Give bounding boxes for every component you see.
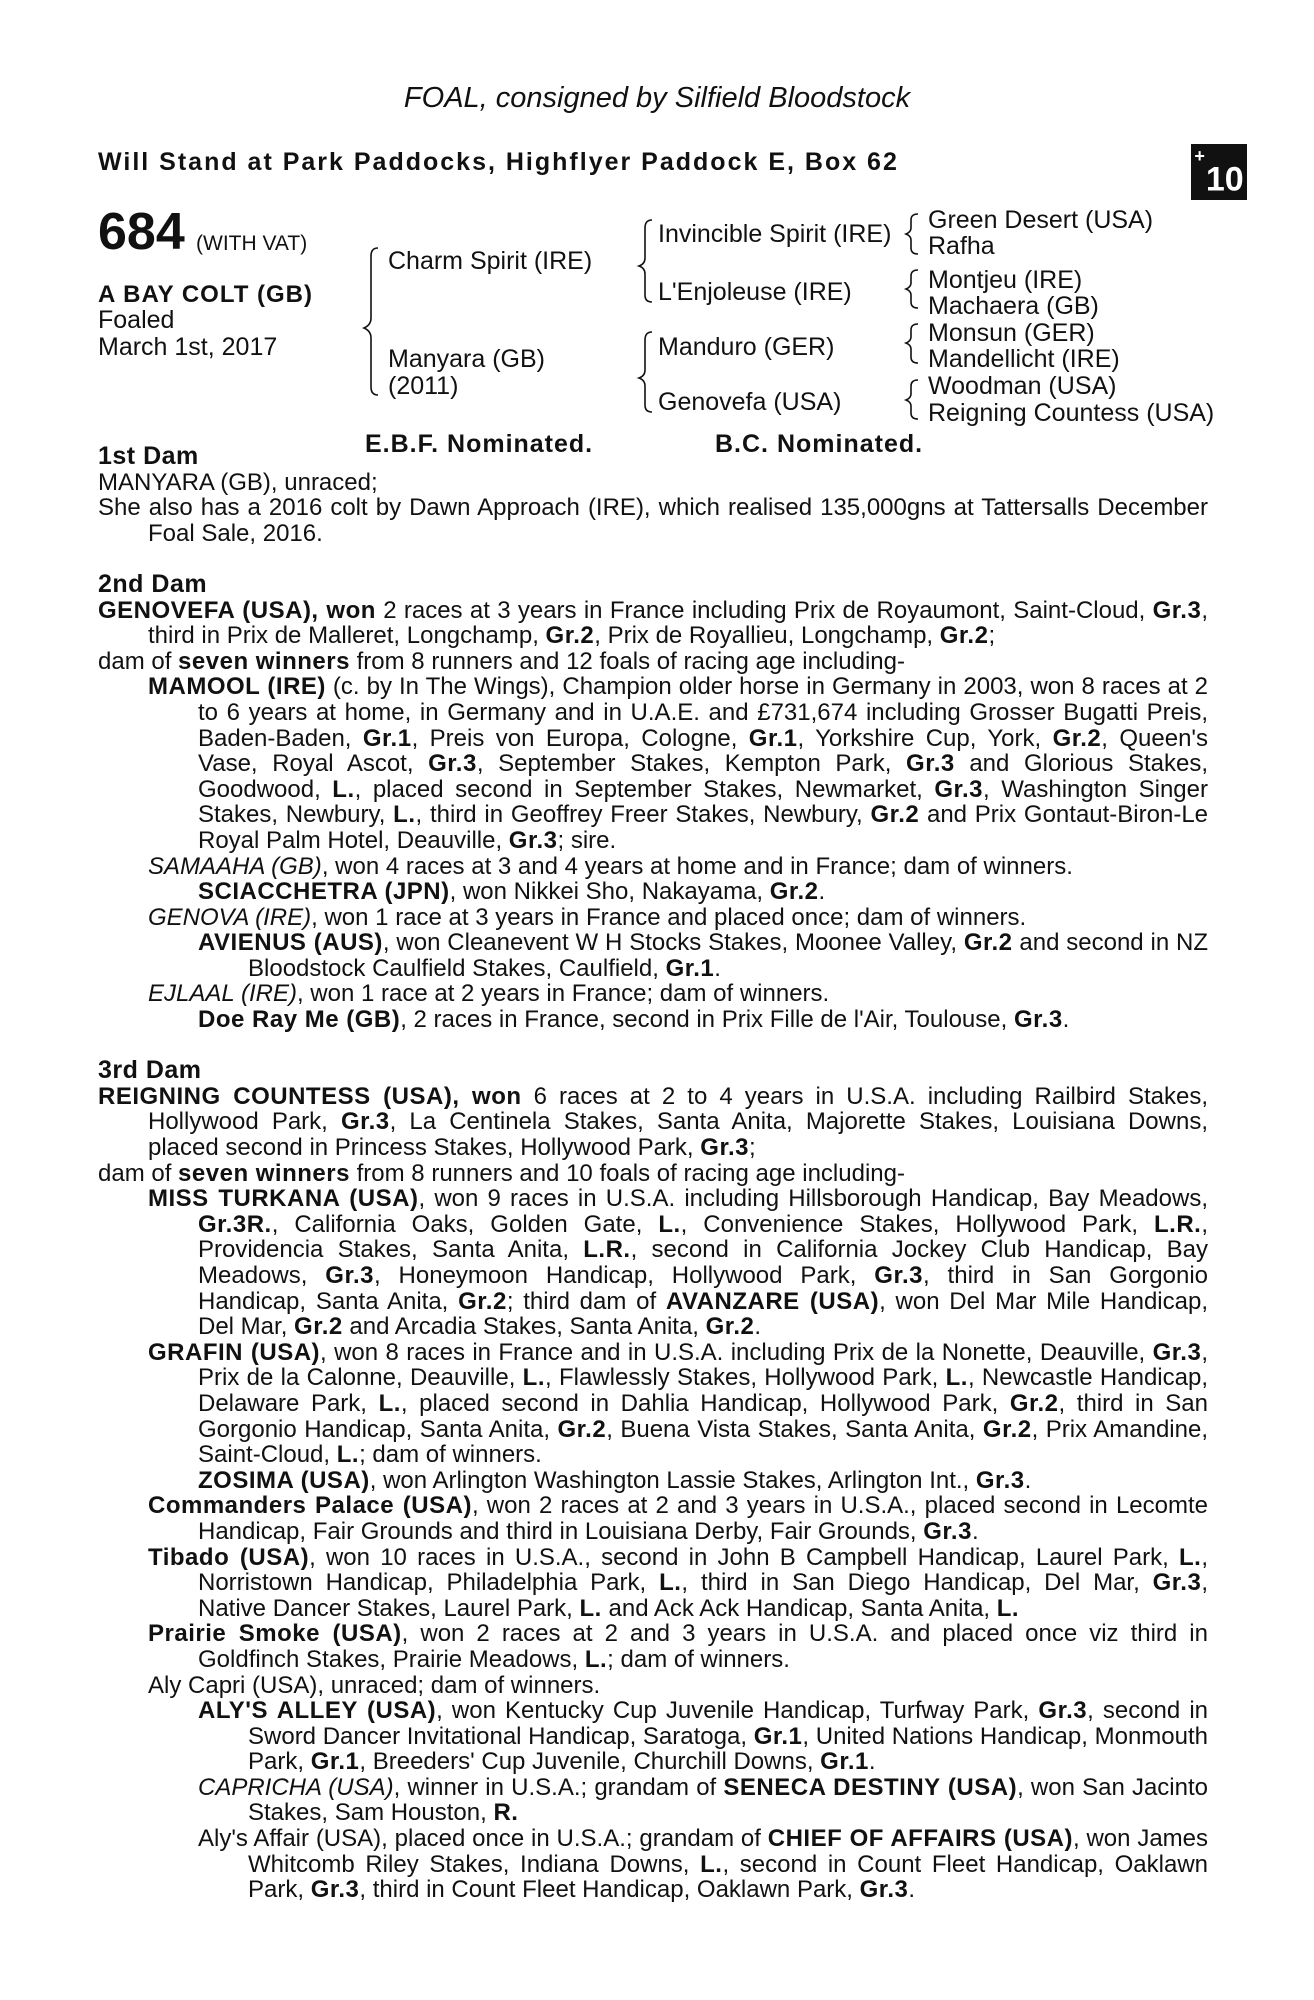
ebf-nominated: E.B.F. Nominated.: [365, 430, 594, 458]
miss-turkana-entry: MISS TURKANA (USA), won 9 races in U.S.A. including Hillsborough Handicap, Bay Meadows, Gr.3R., California Oaks, Golden Gate, L., Convenience Stakes, Hollywood Park, L.R., Providencia Stakes, Santa Anita, L.R., second in California Jockey Club Handicap, Bay Meadows, Gr.3, Honeymoon Handicap, Hollywood Park, Gr.3, third in San Gorgonio Handicap, Santa Anita, Gr.2; third dam of AVANZARE (USA), won Del Mar Mile Handicap, Del Mar, Gr.2 and Arcadia Stakes, Santa Anita, Gr.2.: [148, 1185, 1209, 1341]
vat-label: (WITH VAT): [196, 232, 308, 255]
mamool-name: MAMOOL (IRE): [148, 673, 326, 701]
logo-plus: +: [1194, 146, 1205, 166]
first-dam-line: MANYARA (GB), unraced;: [98, 468, 378, 496]
genova-entry: GENOVA (IRE), won 1 race at 3 years in France and placed once; dam of winners.: [148, 903, 1027, 931]
page-title: FOAL, consigned by Silfield Bloodstock: [403, 82, 911, 114]
genovefa-entry: GENOVEFA (USA), won 2 races at 3 years in France including Prix de Royaumont, Saint-Cloud, Gr.3, third in Prix de Malleret, Longchamp, Gr.2, Prix de Royallieu, Longchamp, Gr.2;: [98, 596, 1208, 650]
third-dam-heading: 3rd Dam: [98, 1056, 202, 1085]
second-dam-heading: 2nd Dam: [98, 569, 208, 598]
second-dam-produce-summary: dam of seven winners from 8 runners and 12 foals of racing age including-: [98, 647, 905, 675]
mamool-entry: MAMOOL (IRE) (c. by In The Wings), Champion older horse in Germany in 2003, won 8 races at 2 to 6 years at home, in Germany and in U.A.E. and £731,674 including Grosser Bugatti Preis, Baden-Baden, Gr.1, Preis von Europa, Cologne, Gr.1, Yorkshire Cup, York, Gr.2, Queen's Vase, Royal Ascot, Gr.3, September Stakes, Kempton Park, Gr.3 and Glorious Stakes, Goodwood, L., placed second in September Stakes, Newmarket, Gr.3, Washington Singer Stakes, Newbury, L., third in Geoffrey Freer Stakes, Newbury, Gr.2 and Prix Gontaut-Biron-Le Royal Palm Hotel, Deauville, Gr.3; sire.: [148, 673, 1209, 854]
grafin-entry: GRAFIN (USA), won 8 races in France and in U.S.A. including Prix de la Nonette, Deauville, Gr.3, Prix de la Calonne, Deauville, L., Flawlessly Stakes, Hollywood Park, L., Newcastle Handicap, Delaware Park, L., placed second in Dahlia Handicap, Hollywood Park, Gr.2, third in San Gorgonio Handicap, Santa Anita, Gr.2, Buena Vista Stakes, Santa Anita, Gr.2, Prix Amandine, Saint-Cloud, L.; dam of winners.: [148, 1338, 1209, 1469]
logo-number: 10: [1205, 160, 1244, 199]
sire-dam-dam: Machaera (GB): [928, 292, 1099, 320]
dam-sire-sire: Monsun (GER): [928, 319, 1095, 347]
dam: Manyara (GB): [388, 345, 545, 373]
dam-dam: Genovefa (USA): [658, 388, 842, 416]
sire-sire: Invincible Spirit (IRE): [658, 220, 892, 248]
sciacchetra-entry: SCIACCHETRA (JPN), won Nikkei Sho, Nakayama, Gr.2.: [198, 878, 826, 906]
lot-number: 684: [98, 203, 185, 261]
ejlaal-entry: EJLAAL (IRE), won 1 race at 2 years in France; dam of winners.: [148, 980, 830, 1008]
sire-sire-dam: Rafha: [928, 232, 995, 260]
sire-dam-sire: Montjeu (IRE): [928, 266, 1083, 294]
first-dam-heading: 1st Dam: [98, 442, 199, 470]
samaaha-entry: SAMAAHA (GB), won 4 races at 3 and 4 years at home and in France; dam of winners.: [148, 852, 1073, 880]
zosima-entry: ZOSIMA (USA), won Arlington Washington Lassie Stakes, Arlington Int., Gr.3.: [198, 1466, 1032, 1494]
stand-location: Will Stand at Park Paddocks, Highflyer Paddock E, Box 62: [98, 148, 899, 176]
alys-affair-entry: Aly's Affair (USA), placed once in U.S.A.; grandam of CHIEF OF AFFAIRS (USA), won James Whitcomb Riley Stakes, Indiana Downs, L., second in Count Fleet Handicap, Oaklawn Park, Gr.3, third in Count Fleet Handicap, Oaklawn Park, Gr.3.: [198, 1825, 1209, 1904]
foaled-label: Foaled: [98, 306, 175, 334]
alys-alley-entry: ALY'S ALLEY (USA), won Kentucky Cup Juvenile Handicap, Turfway Park, Gr.3, second in Sword Dancer Invitational Handicap, Saratoga, Gr.1, United Nations Handicap, Monmouth Park, Gr.1, Breeders' Cup Juvenile, Churchill Downs, Gr.1.: [198, 1697, 1209, 1776]
reigning-countess-entry: REIGNING COUNTESS (USA), won 6 races at 2 to 4 years in U.S.A. including Railbird Stakes, Hollywood Park, Gr.3, La Centinela Stakes, Santa Anita, Majorette Stakes, Louisiana Downs, placed second in Princess Stakes, Hollywood Park, Gr.3;: [98, 1082, 1208, 1162]
lot-name: A BAY COLT (GB): [98, 281, 314, 308]
foaled-date: March 1st, 2017: [98, 333, 278, 361]
sire-sire-sire: Green Desert (USA): [928, 206, 1154, 234]
first-dam-produce: She also has a 2016 colt by Dawn Approach (IRE), which realised 135,000gns at Tattersalls December Foal Sale, 2016.: [98, 494, 1208, 547]
dam-year: (2011): [388, 372, 459, 400]
dam-dam-dam: Reigning Countess (USA): [928, 399, 1215, 427]
bc-nominated: B.C. Nominated.: [715, 430, 924, 458]
aly-capri-entry: Aly Capri (USA), unraced; dam of winners.: [148, 1671, 601, 1699]
avienus-entry: AVIENUS (AUS), won Cleanevent W H Stocks Stakes, Moonee Valley, Gr.2 and second in NZ Bloodstock Caulfield Stakes, Caulfield, Gr.1.: [198, 929, 1208, 982]
dam-sire-dam: Mandellicht (IRE): [928, 345, 1120, 373]
third-dam-produce-summary: dam of seven winners from 8 runners and 10 foals of racing age including-: [98, 1159, 905, 1187]
sire: Charm Spirit (IRE): [388, 247, 593, 275]
doe-ray-me-entry: Doe Ray Me (GB), 2 races in France, second in Prix Fille de l'Air, Toulouse, Gr.3.: [198, 1006, 1070, 1034]
prairie-smoke-entry: Prairie Smoke (USA), won 2 races at 2 and 3 years in U.S.A. and placed once viz third in Goldfinch Stakes, Prairie Meadows, L.; dam of winners.: [148, 1620, 1208, 1673]
capricha-entry: CAPRICHA (USA), winner in U.S.A.; grandam of SENECA DESTINY (USA), won San Jacinto Stakes, Sam Houston, R.: [198, 1773, 1208, 1827]
tibado-entry: Tibado (USA), won 10 races in U.S.A., second in John B Campbell Handicap, Laurel Park, L., Norristown Handicap, Philadelphia Park, L., third in San Diego Handicap, Del Mar, Gr.3, Native Dancer Stakes, Laurel Park, L. and Ack Ack Handicap, Santa Anita, L.: [148, 1543, 1209, 1622]
dam-sire: Manduro (GER): [658, 333, 835, 361]
dam-dam-sire: Woodman (USA): [928, 372, 1117, 400]
genovefa-name: GENOVEFA (USA), won: [98, 596, 376, 624]
commanders-palace-entry: Commanders Palace (USA), won 2 races at 2 and 3 years in U.S.A., placed second in Lecomte Handicap, Fair Grounds and third in Louisiana Derby, Fair Grounds, Gr.3.: [148, 1492, 1208, 1545]
catalogue-body: [98, 444, 1208, 1903]
sire-dam: L'Enjoleuse (IRE): [658, 278, 852, 306]
